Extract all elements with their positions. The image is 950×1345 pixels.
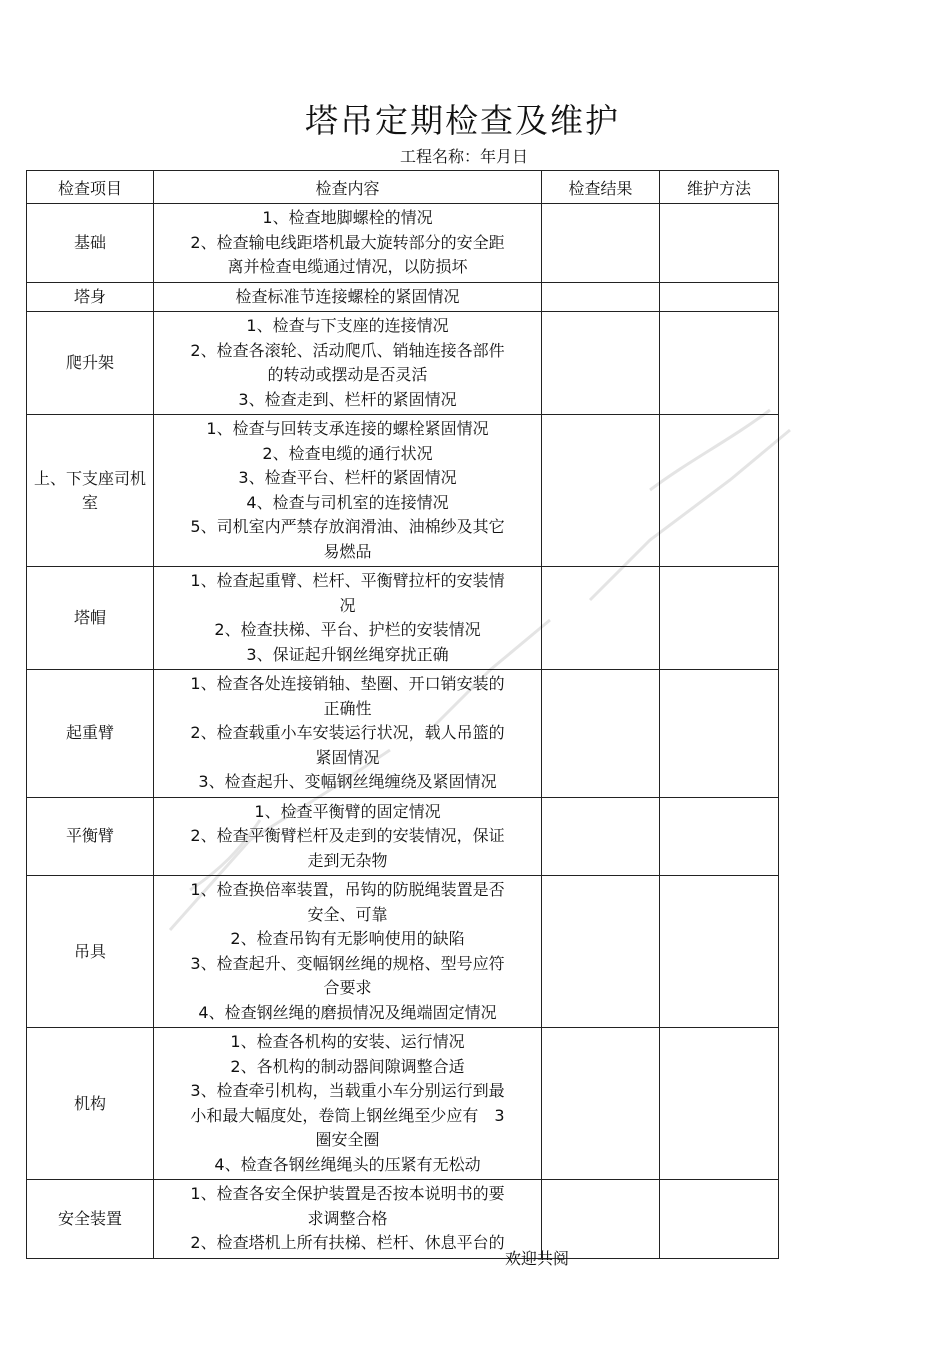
footer-text: 欢迎共阅: [505, 1249, 570, 1268]
inspection-result-cell[interactable]: [542, 876, 660, 1028]
content-line: 安全、可靠: [307, 904, 388, 924]
table-header-row: [27, 171, 779, 204]
content-line: 紧固情况: [315, 747, 380, 767]
inspection-item-cell: 机构: [27, 1028, 154, 1180]
content-line: 3、保证起升钢丝绳穿扰正确: [246, 644, 449, 664]
table-row: [27, 1028, 779, 1180]
maintenance-method-cell[interactable]: [660, 797, 779, 876]
content-line: 检查标准节连接螺栓的紧固情况: [235, 286, 460, 306]
content-line: 离并检查电缆通过情况，以防损坏: [227, 257, 468, 276]
content-line: 2、检查塔机上所有扶梯、栏杆、休息平台的: [190, 1233, 505, 1252]
content-line: 正确性: [323, 698, 372, 718]
content-line: 合要求: [323, 978, 372, 997]
maintenance-method-cell[interactable]: [660, 1028, 779, 1180]
maintenance-method-cell[interactable]: [660, 204, 779, 283]
content-line: 2、检查吊钩有无影响使用的缺陷: [230, 929, 465, 948]
inspection-item-cell: 爬升架: [27, 312, 154, 415]
inspection-item-cell: 塔身: [27, 282, 154, 312]
content-line: 2、各机构的制动器间隙调整合适: [230, 1056, 465, 1076]
inspection-item-cell: 安全装置: [27, 1180, 154, 1259]
content-line: 走到无杂物: [307, 850, 388, 870]
inspection-item-cell: 塔帽: [27, 567, 154, 670]
content-line: 3、检查牵引机构，当载重小车分别运行到最: [190, 1081, 505, 1100]
inspection-result-cell[interactable]: [542, 282, 660, 312]
table-row: [27, 567, 779, 670]
inspection-item-cell: 吊具: [27, 876, 154, 1028]
document-title: 塔吊定期检查及维护: [305, 101, 620, 140]
inspection-content-cell: [154, 204, 542, 283]
inspection-item-cell: 基础: [27, 204, 154, 283]
content-line: 2、检查载重小车安装运行状况，载人吊篮的: [190, 723, 505, 742]
inspection-result-cell[interactable]: [542, 312, 660, 415]
inspection-content-cell: [154, 876, 542, 1028]
content-line: 4、检查与司机室的连接情况: [246, 492, 449, 512]
table-row: [27, 670, 779, 798]
inspection-item-cell: 起重臂: [27, 670, 154, 798]
content-line: 2、检查平衡臂栏杆及走到的安装情况，保证: [190, 826, 505, 845]
content-line: 小和最大幅度处，卷筒上钢丝绳至少应有 3: [190, 1105, 505, 1125]
inspection-content-cell: [154, 1180, 542, 1259]
inspection-result-cell[interactable]: [542, 204, 660, 283]
maintenance-method-cell[interactable]: [660, 876, 779, 1028]
inspection-result-cell[interactable]: [542, 670, 660, 798]
inspection-result-cell[interactable]: [542, 1028, 660, 1180]
table-row: [27, 797, 779, 876]
table-row: [27, 312, 779, 415]
content-line: 1、检查各机构的安装、运行情况: [230, 1032, 465, 1051]
table-row: [27, 876, 779, 1028]
content-line: 1、检查换倍率装置，吊钩的防脱绳装置是否: [190, 880, 505, 899]
content-line: 1、检查地脚螺栓的情况: [262, 208, 433, 227]
maintenance-method-cell[interactable]: [660, 670, 779, 798]
header-inspection-item: 检查项目: [27, 171, 154, 204]
content-line: 2、检查电缆的通行状况: [262, 443, 433, 463]
inspection-content-cell: [154, 282, 542, 312]
maintenance-method-cell[interactable]: [660, 567, 779, 670]
inspection-content-cell: [154, 415, 542, 567]
header-inspection-result: 检查结果: [542, 171, 660, 204]
content-line: 2、检查扶梯、平台、护栏的安装情况: [214, 620, 481, 639]
content-line: 1、检查与回转支承连接的螺栓紧固情况: [206, 419, 489, 438]
maintenance-method-cell[interactable]: [660, 282, 779, 312]
content-line: 1、检查平衡臂的固定情况: [254, 801, 441, 821]
content-line: 1、检查各处连接销轴、垫圈、开口销安装的: [190, 674, 505, 693]
content-line: 易燃品: [323, 541, 372, 561]
content-line: 的转动或摆动是否灵活: [267, 365, 428, 384]
inspection-content-cell: [154, 312, 542, 415]
content-line: 2、检查各滚轮、活动爬爪、销轴连接各部件: [190, 340, 505, 360]
content-line: 5、司机室内严禁存放润滑油、油棉纱及其它: [190, 517, 505, 536]
maintenance-method-cell[interactable]: [660, 312, 779, 415]
content-line: 3、检查起升、变幅钢丝绳缠绕及紧固情况: [198, 772, 497, 791]
inspection-result-cell[interactable]: [542, 415, 660, 567]
header-inspection-content: 检查内容: [154, 171, 542, 204]
inspection-table: [26, 170, 779, 1259]
maintenance-method-cell[interactable]: [660, 1180, 779, 1259]
content-line: 3、检查起升、变幅钢丝绳的规格、型号应符: [190, 953, 505, 973]
table-row: [27, 1180, 779, 1259]
content-line: 4、检查各钢丝绳绳头的压紧有无松动: [214, 1154, 481, 1174]
content-line: 3、检查平台、栏杆的紧固情况: [238, 468, 457, 487]
content-line: 求调整合格: [307, 1208, 388, 1228]
content-line: 4、检查钢丝绳的磨损情况及绳端固定情况: [198, 1002, 497, 1022]
inspection-item-cell: 上、下支座司机室: [27, 415, 154, 567]
project-name-line: 工程名称：年月日: [400, 147, 529, 166]
table-body: [27, 204, 779, 1259]
maintenance-method-cell[interactable]: [660, 415, 779, 567]
content-line: 2、检查输电线距塔机最大旋转部分的安全距: [190, 232, 505, 252]
inspection-result-cell[interactable]: [542, 567, 660, 670]
content-line: 况: [339, 595, 356, 615]
inspection-content-cell: [154, 567, 542, 670]
inspection-content-cell: [154, 797, 542, 876]
inspection-content-cell: [154, 670, 542, 798]
content-line: 1、检查各安全保护装置是否按本说明书的要: [190, 1184, 505, 1203]
inspection-result-cell[interactable]: [542, 797, 660, 876]
inspection-content-cell: [154, 1028, 542, 1180]
header-maintenance-method: 维护方法: [660, 171, 779, 204]
table-row: [27, 415, 779, 567]
table-row: [27, 282, 779, 312]
content-line: 圈安全圈: [315, 1130, 380, 1149]
content-line: 1、检查与下支座的连接情况: [246, 316, 449, 335]
inspection-item-cell: 平衡臂: [27, 797, 154, 876]
table-row: [27, 204, 779, 283]
content-line: 3、检查走到、栏杆的紧固情况: [238, 389, 457, 409]
content-line: 1、检查起重臂、栏杆、平衡臂拉杆的安装情: [190, 571, 505, 590]
